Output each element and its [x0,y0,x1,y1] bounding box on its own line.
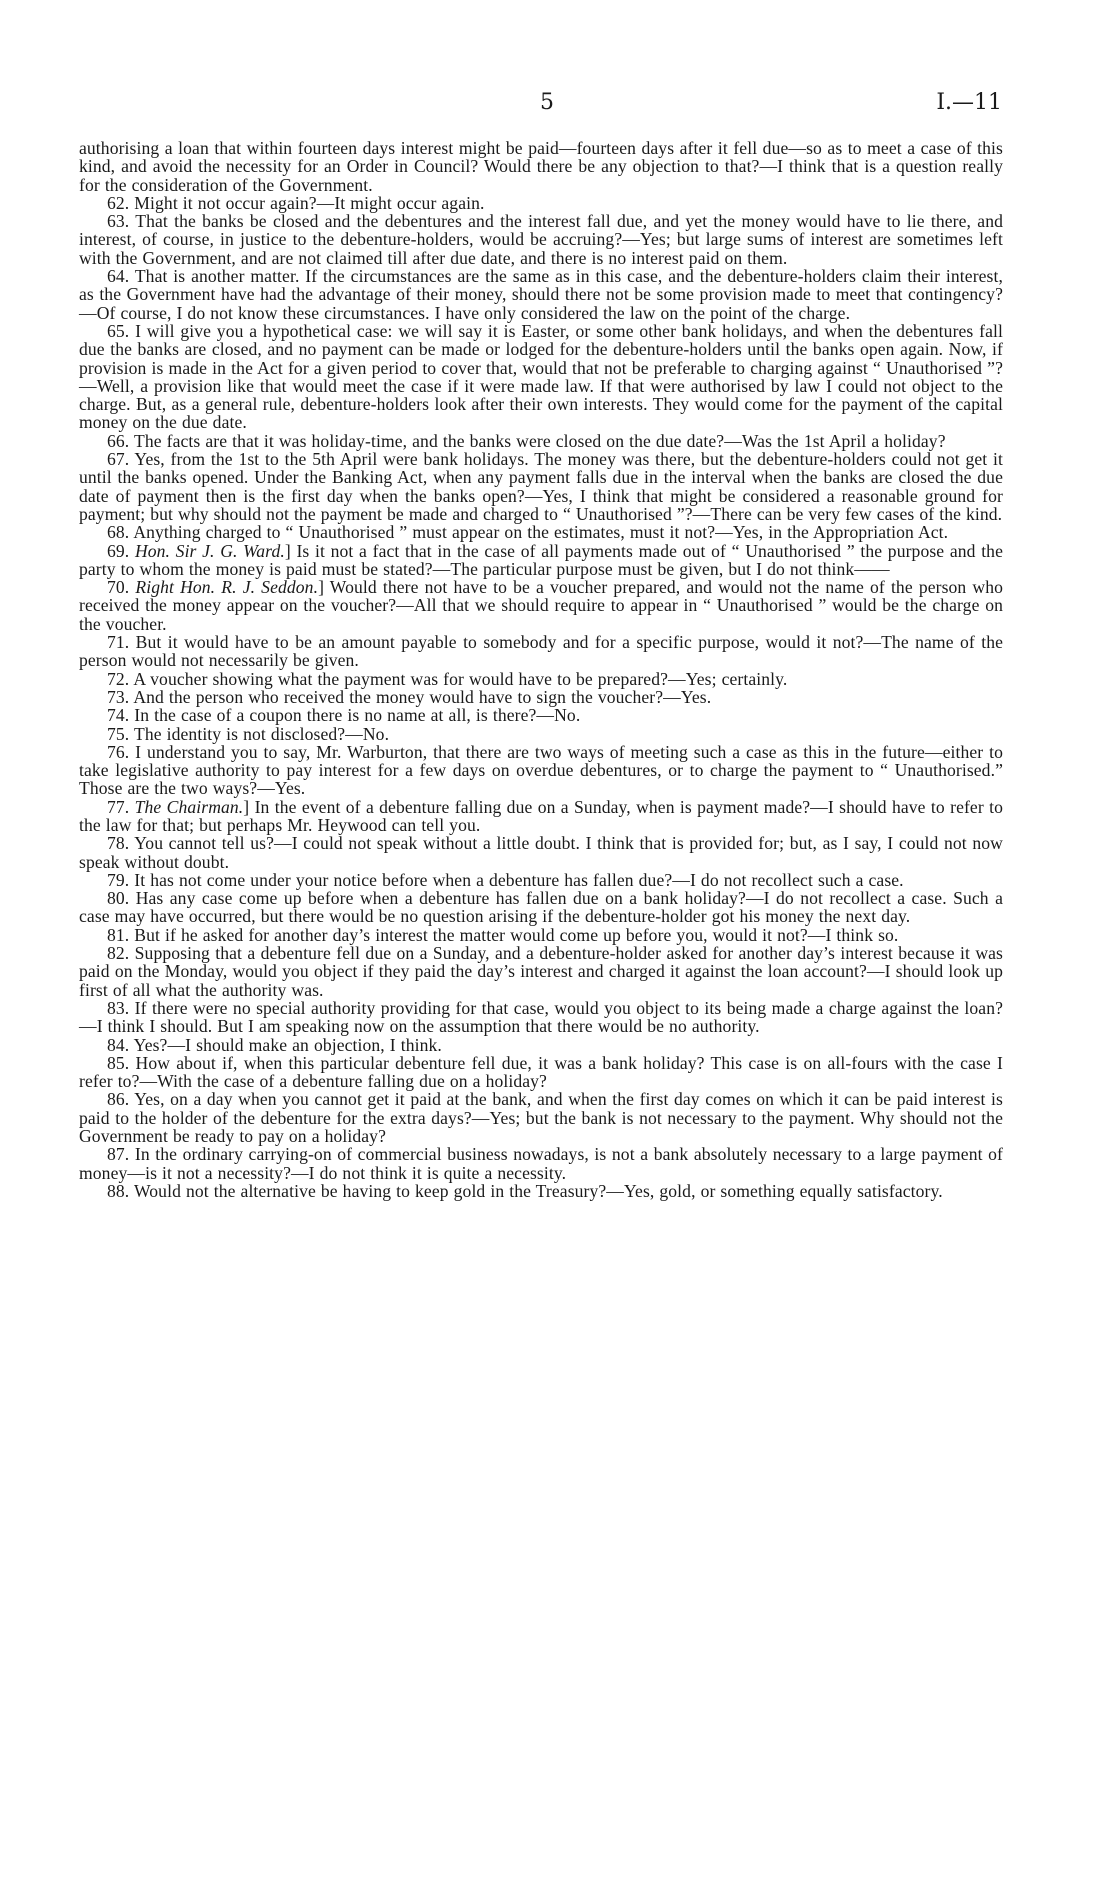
paragraph-text: The facts are that it was holiday-time, and the banks were closed on the due date?—Was the 1st April a holiday? [133,430,946,451]
paragraph-text: In the ordinary carrying-on of commercial business nowadays, is not a bank absolutely necessary to a large payment of money—is it not a necessity?—I do not think it is quite a necessity. [79,1144,1003,1183]
testimony-paragraph [79,523,1003,541]
paragraph-text: I understand you to say, Mr. Warburton, that there are two ways of meeting such a case as this in the future—either to take legislative authority to pay interest for a few days on overdue debentures, or to charge the payment to “ Unauthorised.” Those are the two ways?—Yes. [79,741,1003,799]
question-number: 76. [107,741,130,762]
page-header [0,90,1114,120]
testimony-paragraph [79,1182,1003,1200]
testimony-paragraph [79,725,1003,743]
testimony-paragraph [79,688,1003,706]
question-number: 77. [107,796,130,817]
paragraph-text: How about if, when this particular debenture fell due, it was a bank holiday? This case is on all-fours with the case I refer to?—With the case of a debenture falling due on a holiday? [79,1052,1003,1092]
paragraph-text: The identity is not disclosed?—No. [133,723,390,744]
speaker-name: Hon. Sir J. G. Ward. [134,540,285,561]
paragraph-text: Would not the alternative be having to keep gold in the Treasury?—Yes, gold, or something equally satisfactory. [133,1180,943,1201]
question-number: 82. [107,943,130,964]
testimony-paragraph [79,322,1003,432]
speaker-name: The Chairman. [134,796,244,817]
paragraph-text: And the person who received the money would have to sign the voucher?—Yes. [133,686,712,707]
question-number: 83. [107,997,130,1018]
paragraph-text: Might it not occur again?—It might occur again. [134,192,485,213]
question-number: 73. [107,686,130,707]
paragraph-text: You cannot tell us?—I could not speak without a little doubt. I think that is provided for; but, as I say, I could not now speak without doubt. [79,833,1003,872]
paragraph-text: I will give you a hypothetical case: we will say it is Easter, or some other bank holidays, and when the debentures fall due the banks are closed, and no payment can be made or lodged for the debenture-holders until the banks open again. Now, if provision is made in the Act for a given period to cover that, would that not be preferable to charging against “ Unauthorised ”?—Well, a provision like that would meet the case if it were made law. If that were authorised by law I could not object to the charge. But, as a general rule, debenture-holders look after their own interests. They would come for the payment of the capital money on the due date. [79,320,1003,433]
testimony-paragraph [79,450,1003,523]
testimony-paragraph [79,1054,1003,1091]
question-number: 74. [107,705,130,726]
paragraph-text: Anything charged to “ Unauthorised ” must appear on the estimates, must it not?—Yes, in the Appropriation Act. [133,522,949,543]
testimony-paragraph [79,798,1003,835]
paragraph-text: In the case of a coupon there is no name at all, is there?—No. [134,705,581,726]
testimony-paragraph [79,889,1003,926]
testimony-paragraph [79,999,1003,1036]
question-number: 85. [107,1052,130,1073]
testimony-paragraph [79,834,1003,871]
paragraph-text: It has not come under your notice before when a debenture has fallen due?—I do not recollect such a case. [134,869,904,890]
paragraph-text: authorising a loan that within fourteen days interest might be paid—fourteen days after it fell due—so as to meet a case of this kind, and avoid the necessity for an Order in Council? Would there be any objection to that?—I think that is a question really for the consideration of the Government. [79,138,1003,195]
paragraph-text: Yes, from the 1st to the 5th April were bank holidays. The money was there, but the debenture-holders could not get it until the banks opened. Under the Banking Act, when any payment falls due in the interval when the banks are closed the due date of payment then is the first day when the banks open?—Yes, I think that might be considered a reasonable ground for payment; but why should not the payment be made and charged to “ Unauthorised ”?—There can be very few cases of the kind. [79,449,1003,524]
testimony-paragraph [79,267,1003,322]
question-number: 65. [107,320,130,341]
question-number: 62. [107,192,130,213]
testimony-paragraph [79,743,1003,798]
testimony-paragraph [79,542,1003,579]
testimony-paragraph [79,212,1003,267]
question-number: 64. [107,266,130,287]
paragraph-text: But if he asked for another day’s interest the matter would come up before you, would it not?—I think so. [134,924,899,945]
paragraph-text: If there were no special authority providing for that case, would you object to its being made a charge against the loan?—I think I should. But I am speaking now on the assumption that there would be no authority. [79,997,1003,1037]
testimony-paragraph [79,944,1003,999]
question-number: 81. [107,924,130,945]
paragraph-text: Has any case come up before when a debenture has fallen due on a bank holiday?—I do not recollect a case. Such a case may have occurred, but there would be no question arising if the debenture-holder got his money the next day. [79,888,1004,927]
question-number: 75. [107,723,130,744]
testimony-paragraph [79,706,1003,724]
testimony-paragraph [79,1145,1003,1182]
paragraph-text: Yes, on a day when you cannot get it paid at the bank, and when the first day comes on which it can be paid interest is paid to the holder of the debenture for the extra days?—Yes; but the bank is not necessary to the payment. Why should not the Government be ready to pay on a holiday? [79,1089,1003,1147]
testimony-paragraph [79,670,1003,688]
question-number: 84. [107,1034,130,1055]
question-number: 80. [107,888,130,909]
question-number: 69. [107,540,130,561]
paragraph-text: Supposing that a debenture fell due on a Sunday, and a debenture-holder asked for another day’s interest because it was paid on the Monday, would you object if they paid the day’s interest and charged it against the loan account?—I should look up first of all what the authority was. [79,943,1003,1000]
question-number: 63. [107,211,130,232]
question-number: 66. [107,430,130,451]
testimony-text [79,139,1003,1200]
paragraph-text: ] Would there not have to be a voucher prepared, and would not the name of the person who received the money appear on the voucher?—All that we should require to appear in “ Unauthorised ” would be the charge on the voucher. [79,577,1004,634]
paragraph-text: That the banks be closed and the debentures and the interest fall due, and yet the money would have to lie there, and interest, of course, in justice to the debenture-holders, would be accruing?—Yes; but large sums of interest are sometimes left with the Government, and are not claimed till after due date, and there is no interest paid on them. [79,211,1003,268]
question-number: 86. [107,1089,130,1110]
testimony-paragraph [79,633,1003,670]
page-number: 5 [540,90,554,115]
testimony-paragraph [79,432,1003,450]
testimony-paragraph [79,871,1003,889]
paragraph-text: ] Is it not a fact that in the case of all payments made out of “ Unauthorised ” the purpose and the party to whom the money is paid must be stated?—The particular purpose must be given, but I do not think—— [79,540,1003,579]
testimony-paragraph [79,1036,1003,1054]
paragraph-text: Yes?—I should make an objection, I think. [133,1034,442,1055]
question-number: 79. [107,869,130,890]
question-number: 67. [107,449,130,470]
testimony-paragraph [79,194,1003,212]
paragraph-text: ] In the event of a debenture falling due on a Sunday, when is payment made?—I should have to refer to the law for that; but perhaps Mr. Heywood can tell you. [79,796,1004,835]
paragraph-text: That is another matter. If the circumstances are the same as in this case, and the debenture-holders claim their interest, as the Government have had the advantage of their money, should there not be some provision made to meet that contingency?—Of course, I do not know these circumstances. I have only considered the law on the point of the charge. [79,266,1003,323]
question-number: 68. [107,522,130,543]
speaker-name: Right Hon. R. J. Seddon. [135,577,319,598]
testimony-paragraph [79,926,1003,944]
testimony-paragraph [79,139,1003,194]
question-number: 87. [107,1144,130,1165]
report-reference: I.—11 [936,90,1002,115]
question-number: 88. [107,1180,130,1201]
testimony-paragraph [79,1090,1003,1145]
paragraph-text: A voucher showing what the payment was for would have to be prepared?—Yes; certainly. [133,668,788,689]
question-number: 72. [107,668,130,689]
question-number: 70. [107,577,130,598]
question-number: 71. [107,632,130,653]
question-number: 78. [107,833,130,854]
paragraph-text: But it would have to be an amount payable to somebody and for a specific purpose, would it not?—The name of the person would not necessarily be given. [79,632,1003,671]
testimony-paragraph [79,578,1003,633]
